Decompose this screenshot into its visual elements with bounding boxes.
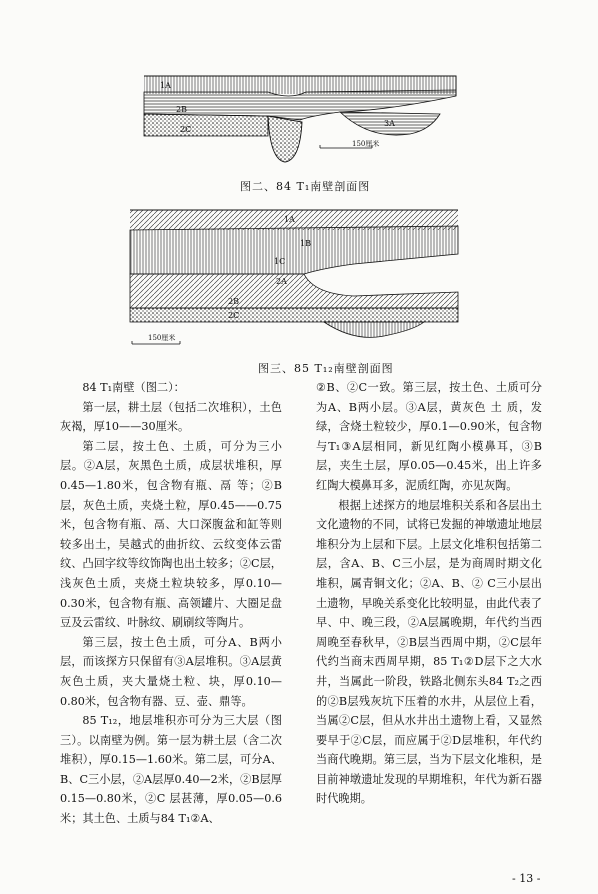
figure-3-caption: 图三、85 T₁₂南壁剖面图 [258,362,394,375]
fig2-label-1A: 1A [160,81,171,90]
fig2-scale-label: 150厘米 [352,140,380,148]
fig3-label-1B: 1B [300,239,311,248]
section-heading-84T1: 84 T₁南壁（图二）： [82,381,185,394]
fig2-label-2C: 2C [180,125,192,134]
paragraph: 第三层，按土色土质，可分A、B两小层，而该探方只保留有③A层堆积。③A层黄灰色土质，夹大量烧土粒、块，厚0.10—0.80米，包含物有器、豆、壶、鼎等。 [60,635,282,708]
fig3-label-2A: 2A [276,277,287,286]
figure-2-section-drawing [140,70,460,174]
fig3-scale-label: 150厘米 [148,334,176,342]
page-number: - 13 - [512,872,541,885]
fig3-label-2C: 2C [228,311,240,320]
figure-3-section-drawing [124,204,464,358]
fig2-label-3A: 3A [384,119,395,128]
paragraph: 第二层，按土色、土质，可分为三小层。②A层，灰黑色土质，成层状堆积，厚0.45—1.80米，包含物有瓶、鬲 等；②B层，灰色土质，夹烧土粒，厚0.45——0.75米，包含物有瓶、鬲、大口深腹盆和缸等则较多出土，吴越式的曲折纹、云纹变体云雷纹、凸回字纹等纹饰陶也出土较多；②C层，浅灰色土质，夹烧土粒块较多，厚0.10—0.30米，包含物有瓶、高领罐片、大圈足盘豆及云雷纹、叶脉纹、刷刷纹等陶片。 [60,439,282,630]
paragraph: ②B、②C一致。第三层，按土色、土质可分为A、B两小层。③A层，黄灰色 土 质，发绿，含烧土粒较少，厚0.1—0.90米，包含物与T₁③A层相同，新见红陶小模鼻耳，③B层，夹生土层，厚0.05—0.45米，出上许多红陶大模鼻耳多，泥质红陶，亦见灰陶。 [316,381,542,492]
figure-2-caption: 图二、84 T₁南壁剖面图 [240,180,371,193]
fig3-label-1C: 1C [274,257,286,266]
paragraph: 根据上述探方的地层堆积关系和各层出土文化遗物的不同，试将已发掘的神墩遗址地层堆积分为上层和下层。上层文化堆积包括第二层，含A、B、C三小层，是为商周时期文化堆积，属青铜文化；②A、B、② C三小层出土遗物，早晚关系变化比较明显，由此代表了早、中、晚三段，②A层属晚期，年代约当西周晚至春秋早，②B层当西周中期，②C层年代约当商末西周早期，85 T₁②D层下之大水井，当属此一阶段，铁路北侧东头84 T₂之西的②B层残灰坑下压着的水井，从层位上看，当属②C层，但从水井出土遗物上看，又显然要早于②C层，而应属于②D层堆积，年代约当商代晚期。第三层，当为下层文化堆积，是目前神墩遗址发现的早期堆积，年代为新石器时代晚期。 [316,498,542,806]
fig3-label-2B: 2B [228,297,239,306]
left-text-column [60,378,282,829]
right-text-column [316,378,542,809]
fig3-label-1A: 1A [284,215,295,224]
paragraph: 第一层，耕土层（包括二次堆积），土色灰褐，厚10——30厘米。 [60,400,282,434]
fig2-label-2B: 2B [176,105,187,114]
paragraph: 85 T₁₂，地层堆积亦可分为三大层（图三）。以南壁为例。第一层为耕土层（含二次堆积），厚0.15—1.60米。第二层，可分A、B、C三小层，②A层厚0.40—2米，②B层厚0.15—0.80米，②C 层甚薄，厚0.05—0.6米；其土色、土质与84 T₁②A、 [60,714,282,826]
